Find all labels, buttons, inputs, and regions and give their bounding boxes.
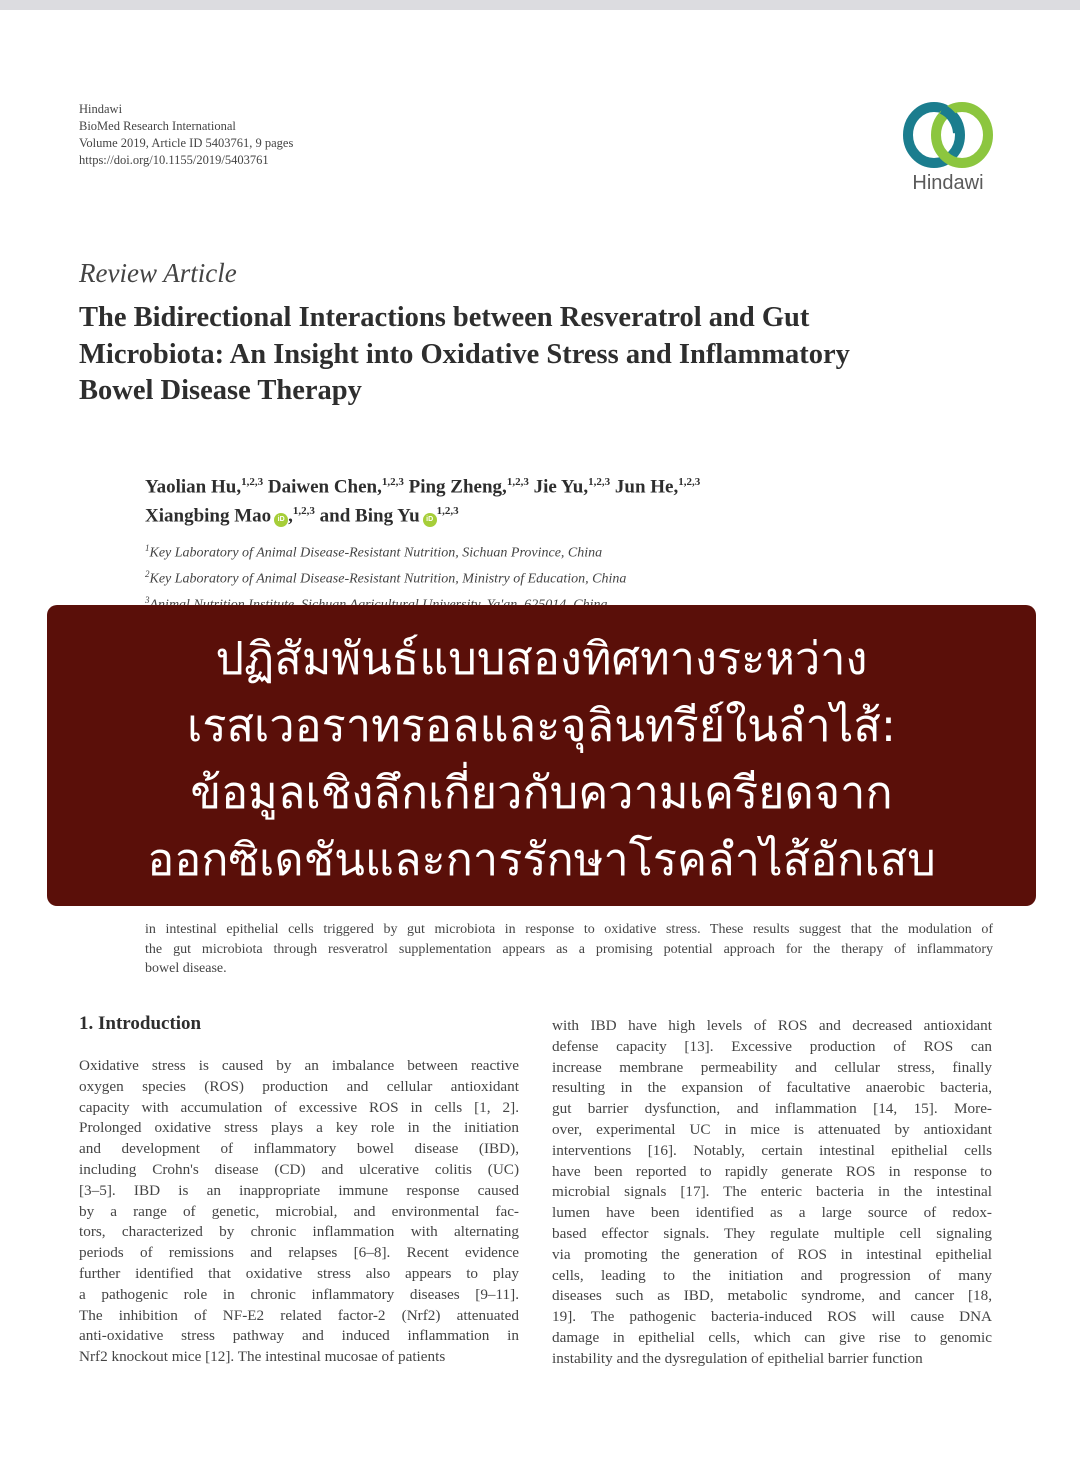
journal-header [79,101,293,169]
overlay-text [47,625,1036,893]
affiliation-number: 1 [145,543,150,553]
author-name: Jie Yu, [533,476,589,498]
author-name: Ping Zheng, [408,476,507,498]
body-text-line: with IBD have high levels of ROS and decreased antioxidant [552,1017,992,1034]
hindawi-logo [900,100,996,200]
logo-wordmark: Hindawi [912,172,984,194]
title-line: Microbiota: An Insight into Oxidative Stress and Inflammatory [79,338,850,370]
body-text-line: and development of inflammatory bowel disease (IBD), [79,1140,519,1158]
author-name: Xiangbing Mao [145,505,272,527]
author-name: Yaolian Hu, [145,476,242,498]
title-line: Bowel Disease Therapy [79,375,362,406]
body-text-line: capacity with accumulation of excessive ROS in cells [1, 2]. [79,1098,519,1116]
body-text-line: anti-oxidative stress pathway and induced inflammation in [79,1327,519,1345]
title-line: The Bidirectional Interactions between Resveratrol and Gut [79,302,810,333]
orcid-icon[interactable]: iD [423,513,437,527]
overlay-line: ปฏิสัมพันธ์แบบสองทิศทางระหว่าง [215,632,868,685]
author-affil-sup: 1,2,3 [436,505,459,518]
section-heading-introduction: 1. Introduction [79,1013,202,1034]
body-text-line: a pathogenic role in chronic inflammatory diseases [9–11]. [79,1285,519,1303]
body-text-line: further identified that oxidative stress also appears to play [79,1264,519,1282]
body-text-line: microbial signals [17]. The enteric bacteria in the intestinal [552,1183,992,1201]
overlay-line: ออกซิเดชันและการรักษาโรคลำไส้อักเสบ [147,833,936,886]
affiliation-number: 2 [145,569,150,580]
abstract-line: bowel disease. [145,961,227,976]
author-affil-sup: 1,2,3 [241,476,264,488]
affiliation [145,538,626,564]
body-text-line: resulting in the expansion of facultative anaerobic bacteria, [552,1079,992,1097]
body-text-line: lumen have been identified as a large source of redox- [552,1204,992,1222]
author-list [145,470,1005,529]
overlay-line: เรสเวอราทรอลและจุลินทรีย์ในลำไส้: [186,699,897,752]
intro-column-left [79,1056,519,1368]
body-text-line: damage in epithelial cells, which can give rise to genomic [552,1328,992,1346]
abstract-line: the gut microbiota through resveratrol supplementation appears as a promising potential approach for the therapy of inflammatory [145,941,993,957]
publisher-name: Hindawi [79,102,123,116]
body-text-line: cells, leading to the initiation and progression of many [552,1266,992,1284]
body-text-line: gut barrier dysfunction, and inflammation [14, 15]. More- [552,1100,992,1118]
abstract [145,912,993,979]
body-text-line: Nrf2 knockout mice [12]. The intestinal mucosae of patients [79,1348,446,1366]
intro-column-right [552,1016,992,1370]
affiliation-text: Key Laboratory of Animal Disease-Resistant Nutrition, Sichuan Province, China [149,545,603,561]
thai-title-overlay [47,605,1036,906]
body-text-line: [3–5]. IBD is an inappropriate immune response caused [79,1181,519,1199]
body-text-line: The inhibition of NF-E2 related factor-2 (Nrf2) attenuated [79,1306,519,1324]
top-bar [0,0,1080,10]
body-text-line: by a range of genetic, microbial, and environmental fac- [79,1202,519,1220]
orcid-icon[interactable]: iD [274,513,288,527]
author-line [145,470,1005,499]
abstract-clipped-line [145,912,993,920]
body-text-line: increase membrane permeability and cellular stress, finally [552,1058,992,1076]
body-text-line: periods of remissions and relapses [6–8]. Recent evidence [79,1244,519,1262]
article-type: Review Article [79,258,237,288]
author-affil-sup: 1,2,3 [588,476,611,488]
body-text-line: via promoting the generation of ROS in intestinal epithelial [552,1245,992,1263]
author-line: Xiangbing Mao iD ,$^{1,2,3}$ and Bing Yu iD$^{1,2,3}$ [145,505,459,527]
body-text-line: over, experimental UC in mice is attenuated by antioxidant [552,1120,992,1138]
author-name: Jun He, [614,476,679,498]
abstract-line: in intestinal epithelial cells triggered by gut microbiota in response to oxidative stress. These results suggest that the modulation of [145,922,993,937]
affiliation-text: Key Laboratory of Animal Disease-Resistant Nutrition, Ministry of Education, China [149,571,627,587]
author-affil-sup: 1,2,3 [292,505,315,518]
body-text-line: defense capacity [13]. Excessive production of ROS can [552,1037,992,1055]
affiliation [145,564,626,590]
author-affil-sup: 1,2,3 [506,476,529,488]
author-name: and Bing Yu [319,505,420,527]
author-affil-sup: 1,2,3 [678,476,701,488]
body-text-line: oxygen species (ROS) production and cellular antioxidant [79,1077,519,1095]
body-text-line: Prolonged oxidative stress plays a key role in the initiation [79,1119,519,1137]
body-text-line: 19]. The pathogenic bacteria-induced ROS will cause DNA [552,1308,992,1326]
body-text-line: have been reported to rapidly generate ROS in response to [552,1162,992,1180]
affiliation-number: 3 [145,595,150,606]
body-text-line: based effector signals. They regulate multiple cell signaling [552,1224,992,1242]
journal-name: BioMed Research International [79,119,236,133]
hindawi-rings-icon [902,100,994,170]
overlay-line: ข้อมูลเชิงลึกเกี่ยวกับความเครียดจาก [190,766,893,819]
body-text-line: diseases such as IBD, metabolic syndrome, and cancer [18, [552,1287,992,1305]
author-affil-sup: 1,2,3 [381,476,404,488]
body-text-line: interventions [16]. Notably, certain intestinal epithelial cells [552,1141,992,1159]
article-title [79,300,999,410]
body-text-line: instability and the dysregulation of epithelial barrier function [552,1349,923,1367]
body-text-line: Oxidative stress is caused by an imbalance between reactive [79,1057,519,1074]
doi-link[interactable]: https://doi.org/10.1155/2019/5403761 [79,153,269,167]
body-text-line: including Crohn's disease (CD) and ulcerative colitis (UC) [79,1160,519,1178]
author-name: Daiwen Chen, [267,476,382,498]
volume-info: Volume 2019, Article ID 5403761, 9 pages [79,136,294,150]
body-text-line: tors, characterized by chronic inflammation with alternating [79,1223,519,1241]
